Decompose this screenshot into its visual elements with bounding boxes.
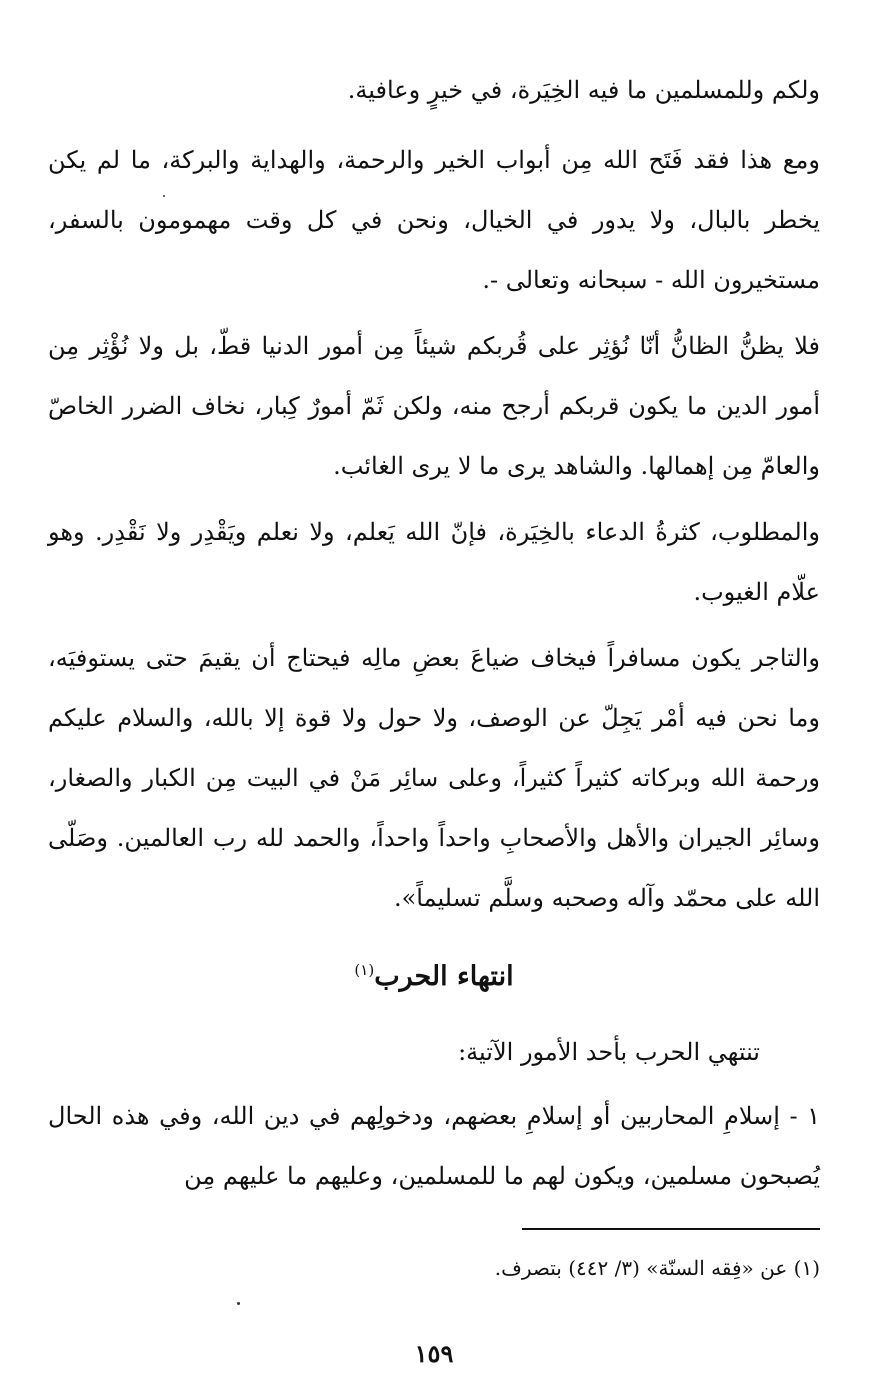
section-heading	[48, 940, 820, 1007]
paragraph-war-end-item-1: ١ - إسلامِ المحاربين أو إسلامِ بعضهم، ودخولِهم في دين الله، وفي هذه الحال يُصبحون مسلمين، ويكون لهم ما للمسلمين، وعليهم ما عليهم مِن	[48, 1102, 820, 1190]
paragraph-priorities: فلا يظنُّ الظانُّ أنّا نُؤثِر على قُربكم شيئاً مِن أمور الدنيا قطّ، بل ولا نُؤْثِر مِن أمور الدين ما يكون قربكم أرجح منه، ولكن ثَمّ أمورٌ كِبار، نخاف الضرر الخاصّ والعامّ مِن إهمالها. والشاهد يرى ما لا يرى الغائب.	[48, 332, 820, 480]
print-speck	[163, 195, 165, 197]
section-heading-title: انتهاء الحرب	[374, 961, 514, 992]
paragraph-closing-greeting: ولكم وللمسلمين ما فيه الخِيَرة، في خيرٍ وعافية.	[347, 76, 820, 104]
paragraph-merchant-analogy: والتاجر يكون مسافراً فيخاف ضياعَ بعضِ مالِه فيحتاج أن يقيمَ حتى يستوفيَه، وما نحن فيه أمْر يَجِلّ عن الوصف، ولا حول ولا قوة إلا بالله، والسلام عليكم ورحمة الله وبركاته كثيراً كثيراً، وعلى سائِر مَنْ في البيت مِن الكبار والصغار، وسائِر الجيران والأهل والأصحابِ واحداً واحداً، والحمد لله رب العالمين. وصَلّى الله على محمّد وآله وصحبه وسلَّم تسليماً».	[48, 644, 821, 912]
paragraph-supplication: والمطلوب، كثرةُ الدعاء بالخِيَرة، فإنّ الله يَعلم، ولا نعلم ويَقْدِر ولا نَقْدِر. وهو علّام الغيوب.	[48, 518, 820, 606]
footnote-text: (١) عن «فِقه السنّة» (٣/ ٤٤٢) بتصرف.	[494, 1256, 820, 1280]
paragraph-blessings: ومع هذا فقد فَتَح الله مِن أبواب الخير والرحمة، والهداية والبركة، ما لم يكن يخطر بالبال، ولا يدور في الخيال، ونحن في كل وقت مهمومون بالسفر، مستخيرون الله - سبحانه وتعالى -.	[48, 146, 820, 294]
print-speck	[237, 1302, 240, 1305]
page-number: ١٥٩	[414, 1339, 454, 1368]
paragraph-war-end-intro: تنتهي الحرب بأحد الأمور الآتية:	[458, 1038, 760, 1066]
book-page	[48, 0, 820, 1383]
footnote-marker: (١)	[354, 961, 375, 979]
footnote-divider	[522, 1228, 820, 1230]
